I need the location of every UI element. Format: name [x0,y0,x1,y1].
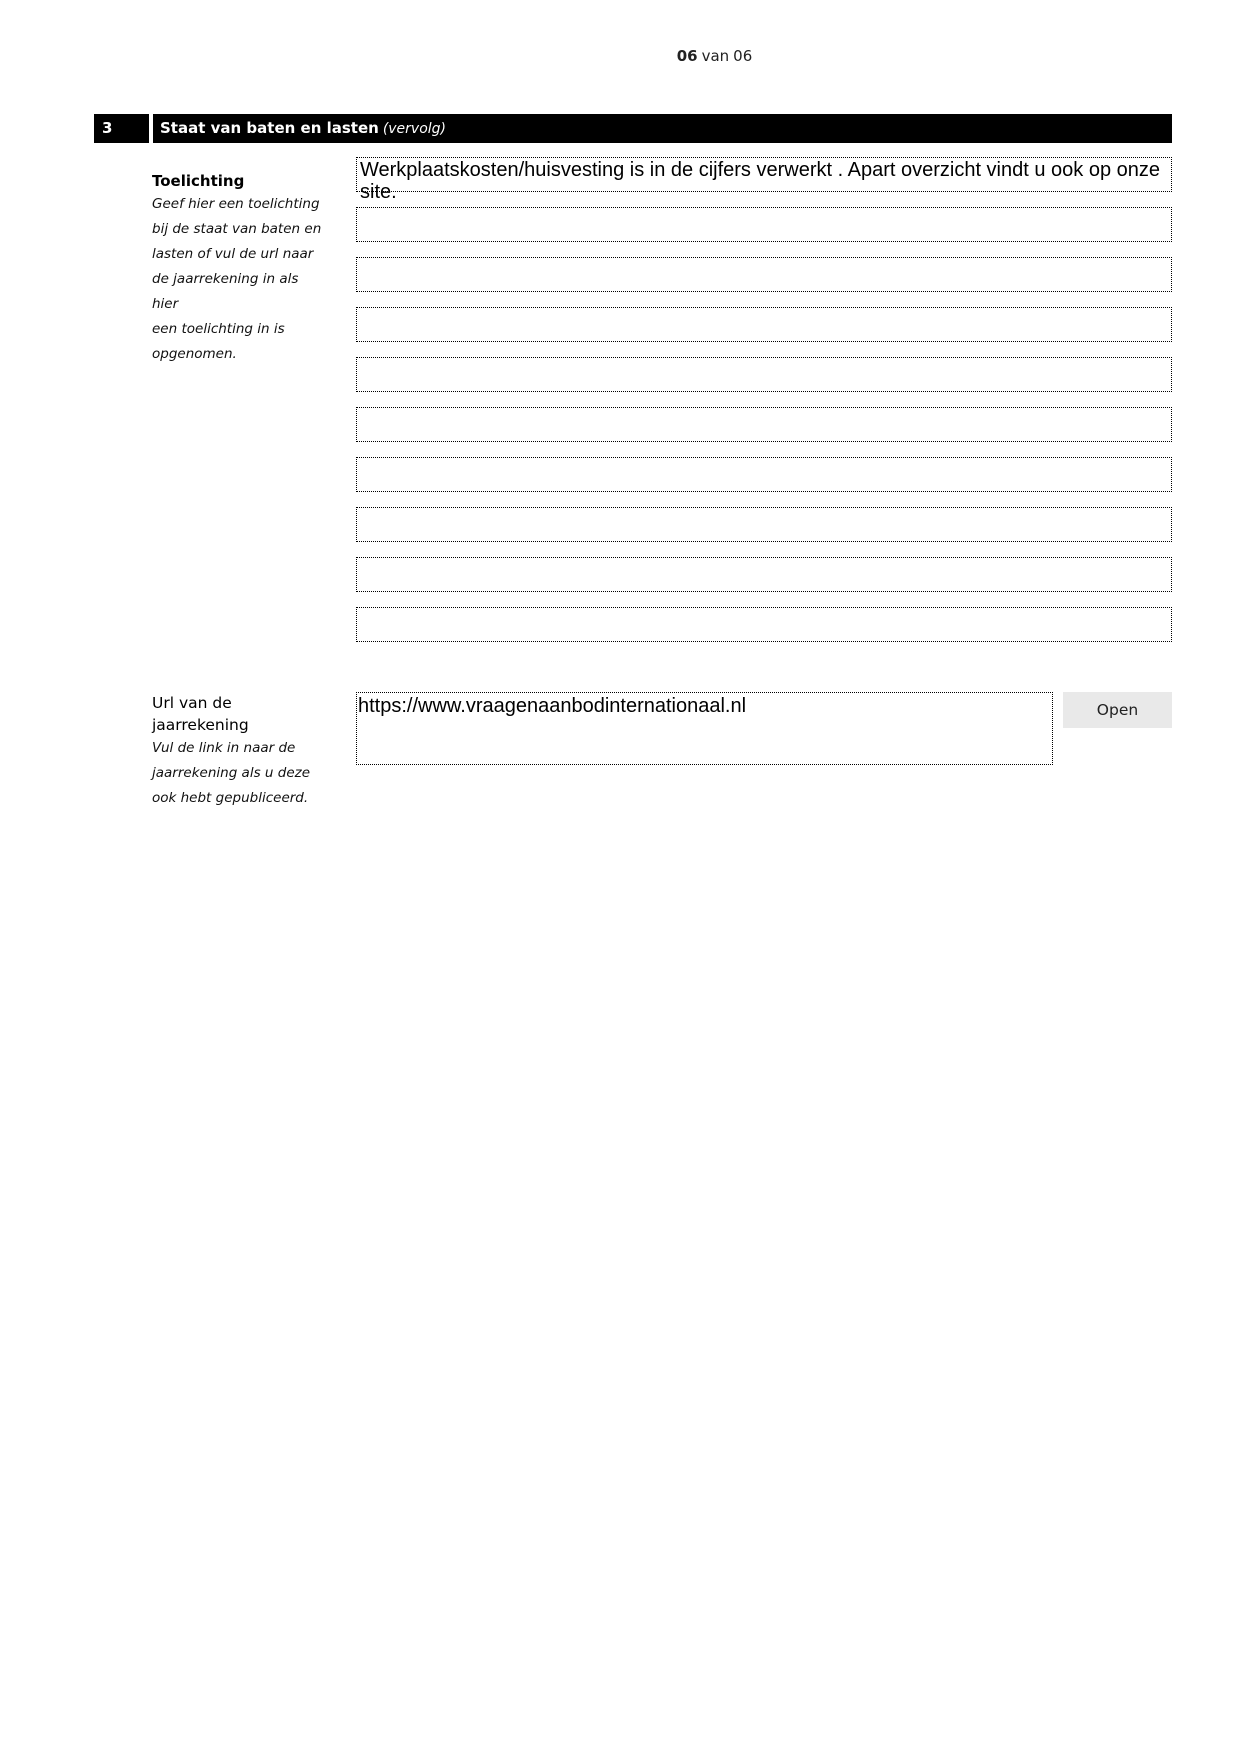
toelichting-heading: Toelichting [152,172,245,190]
toelichting-line-field[interactable] [356,607,1172,642]
url-help-line: Vul de link in naar de [152,740,296,756]
toelichting-help-line: bij de staat van baten en [152,221,322,237]
url-heading: Url van de jaarrekening [152,694,249,734]
open-url-button[interactable]: Open [1063,692,1172,728]
url-help-line: jaarrekening als u deze [152,765,311,781]
toelichting-line-field[interactable] [356,307,1172,342]
page-counter [0,47,1240,65]
toelichting-help-line: Geef hier een toelichting [152,196,320,212]
toelichting-line-field[interactable] [356,557,1172,592]
toelichting-line-field[interactable] [356,357,1172,392]
toelichting-lines [356,157,1172,657]
toelichting-line-text: Werkplaatskosten/huisvesting is in de cijfers verwerkt . Apart overzicht vindt u ook op onze site. [360,159,1161,203]
section-title-sub: (vervolg) [382,121,447,137]
toelichting-help-line: lasten of vul de url naar [152,246,314,262]
url-label [152,692,327,811]
section-header [94,114,1172,143]
toelichting-help-line: een toelichting in is [152,321,285,337]
page-current: 06 [676,47,698,65]
toelichting-line-field[interactable] [356,457,1172,492]
url-help-line: ook hebt gepubliceerd. [152,790,309,806]
toelichting-help-line: opgenomen. [152,346,237,362]
toelichting-help [152,192,327,367]
toelichting-line-field[interactable] [356,157,1172,203]
toelichting-line-field[interactable] [356,507,1172,542]
toelichting-label [152,170,327,367]
toelichting-line-field[interactable] [356,207,1172,242]
section-title [153,114,1172,143]
section-number: 3 [94,114,149,143]
toelichting-line-field[interactable] [356,407,1172,442]
url-help [152,736,327,811]
toelichting-line-field[interactable] [356,257,1172,292]
page-total: 06 [733,47,753,65]
section-title-main: Staat van baten en lasten [160,119,379,137]
url-input[interactable]: https://www.vraagenaanbodinternationaal.nl [356,692,1053,765]
toelichting-help-line: de jaarrekening in als hier [152,271,299,312]
page-separator: van [701,47,730,65]
